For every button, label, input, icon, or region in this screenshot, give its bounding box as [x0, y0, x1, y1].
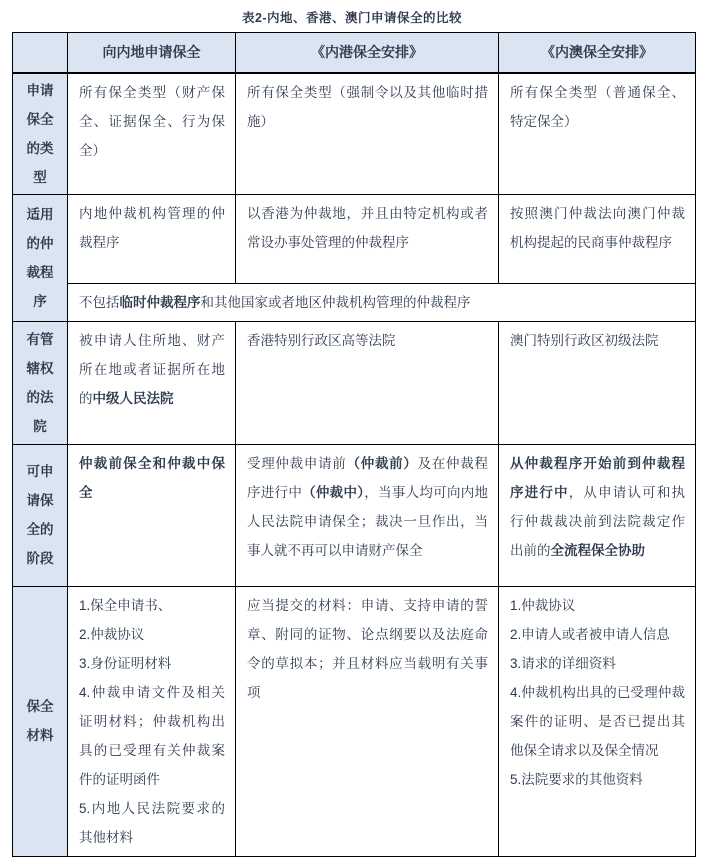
cell-procedure-macau: 按照澳门仲裁法向澳门仲裁机构提起的民商事仲裁程序	[499, 194, 696, 283]
cell-stage-hk: 受理仲裁申请前（仲裁前）及在仲裁程序进行中（仲裁中），当事人均可向内地人民法院申请保全；裁决一旦作出，当事人就不再可以申请财产保全	[236, 444, 499, 586]
header-mainland: 向内地申请保全	[68, 33, 236, 73]
cell-materials-mainland	[68, 586, 236, 856]
cell-procedure-exclusion-note: 不包括临时仲裁程序和其他国家或者地区仲裁机构管理的仲裁程序	[68, 283, 696, 321]
header-macau-arrangement: 《内澳保全安排》	[499, 33, 696, 73]
row-preservation-types	[13, 73, 696, 195]
header-hk-arrangement: 《内港保全安排》	[236, 33, 499, 73]
row-application-stages	[13, 444, 696, 586]
cell-materials-hk: 应当提交的材料：申请、支持申请的誓章、附同的证物、论点纲要以及法庭命令的草拟本；并且材料应当载明有关事项	[236, 586, 499, 856]
cell-court-macau: 澳门特别行政区初级法院	[499, 321, 696, 444]
material-item: 2.仲裁协议	[79, 626, 145, 642]
cell-types-mainland: 所有保全类型（财产保全、证据保全、行为保全）	[68, 73, 236, 195]
material-item: 5.法院要求的其他资料	[510, 771, 643, 787]
material-item: 5.内地人民法院要求的其他材料	[79, 800, 225, 845]
header-row	[13, 33, 696, 73]
table-caption: 表2-内地、香港、澳门申请保全的比较	[241, 11, 463, 25]
cell-court-mainland: 被申请人住所地、财产所在地或者证据所在地的中级人民法院	[68, 321, 236, 444]
row-header-applicable-procedures: 适用的仲裁程序	[13, 194, 68, 321]
row-header-preservation-materials: 保全材料	[13, 586, 68, 856]
material-item: 3.请求的详细资料	[510, 655, 616, 671]
cell-types-macau: 所有保全类型（普通保全、特定保全）	[499, 73, 696, 195]
cell-procedure-mainland: 内地仲裁机构管理的仲裁程序	[68, 194, 236, 283]
row-header-competent-courts: 有管辖权的法院	[13, 321, 68, 444]
cell-procedure-hk: 以香港为仲裁地，并且由特定机构或者常设办事处管理的仲裁程序	[236, 194, 499, 283]
cell-court-hk: 香港特别行政区高等法院	[236, 321, 499, 444]
material-item: 4.仲裁机构出具的已受理仲裁案件的证明、是否已提出其他保全请求以及保全情况	[510, 684, 685, 758]
material-item: 3.身份证明材料	[79, 655, 172, 671]
comparison-table	[12, 32, 696, 857]
material-item: 1.仲裁协议	[510, 597, 576, 613]
cell-materials-macau	[499, 586, 696, 856]
row-header-preservation-types: 申请保全的类型	[13, 73, 68, 195]
header-corner-cell	[13, 33, 68, 73]
cell-stage-mainland: 仲裁前保全和仲裁中保全	[68, 444, 236, 586]
material-item: 4.仲裁申请文件及相关证明材料；仲裁机构出具的已受理有关仲裁案件的证明函件	[79, 684, 225, 787]
row-header-application-stages: 可申请保全的阶段	[13, 444, 68, 586]
row-procedure-exclusion-note	[13, 283, 696, 321]
cell-stage-macau: 从仲裁程序开始前到仲裁程序进行中，从申请认可和执行仲裁裁决前到法院裁定作出前的全流程保全协助	[499, 444, 696, 586]
row-preservation-materials	[13, 586, 696, 856]
material-item: 2.申请人或者被申请人信息	[510, 626, 670, 642]
row-applicable-procedures	[13, 194, 696, 283]
material-item: 1.保全申请书、	[79, 597, 172, 613]
cell-types-hk: 所有保全类型（强制令以及其他临时措施）	[236, 73, 499, 195]
row-competent-courts	[13, 321, 696, 444]
